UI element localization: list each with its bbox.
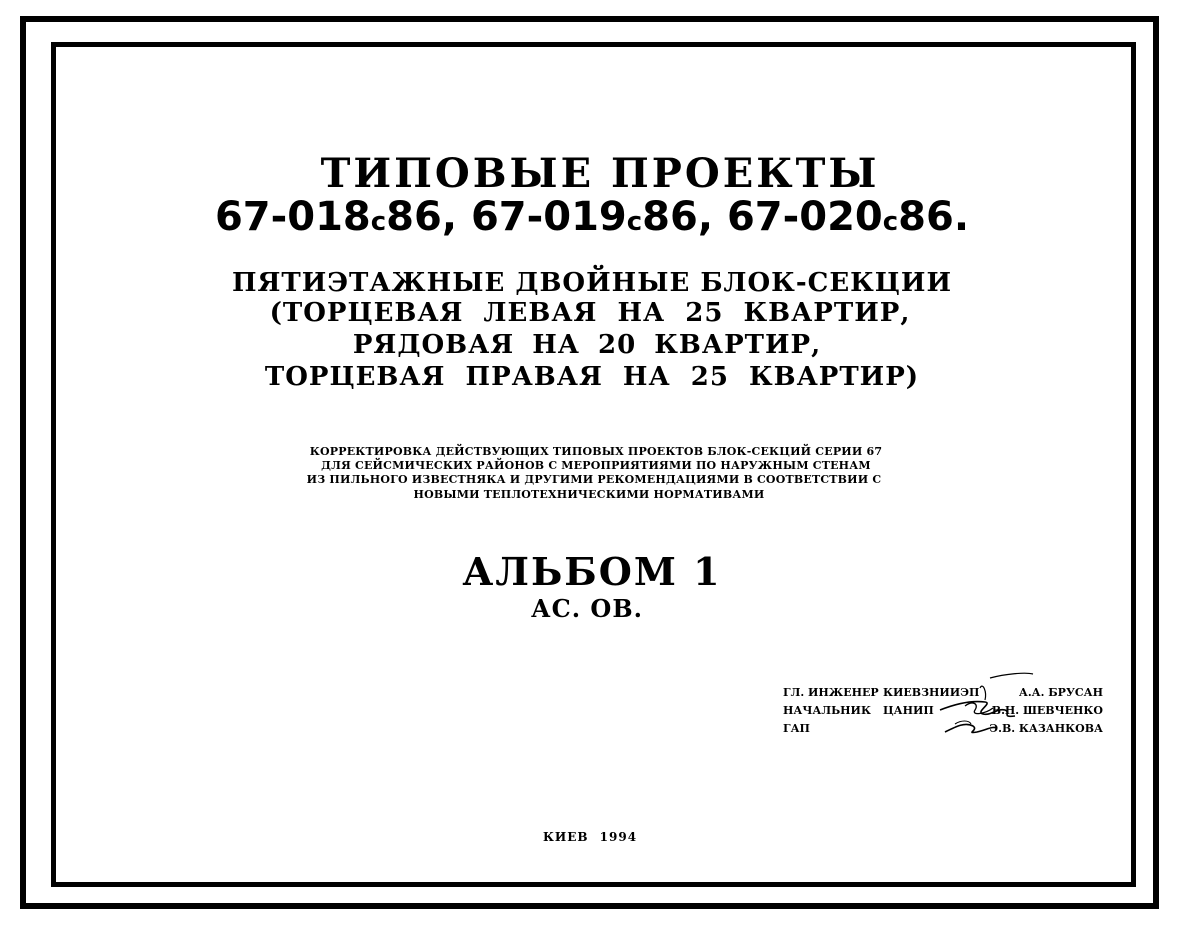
note-line-3: ИЗ ПИЛЬНОГО ИЗВЕСТНЯКА И ДРУГИМИ РЕКОМЕНДАЦИЯМИ В СООТВЕТСТВИИ С <box>306 473 882 486</box>
handwritten-signature <box>935 670 1035 745</box>
subtitle-line-3: РЯДОВАЯ НА 20 КВАРТИР, <box>352 330 822 360</box>
project-number-3: 67-020с86. <box>726 194 970 240</box>
signatory-role: НАЧАЛЬНИК <box>783 704 871 717</box>
project-number-1: 67-018с86, <box>214 194 458 240</box>
place-and-year: КИЕВ 1994 <box>542 830 638 844</box>
signatory-role: ГЛ. ИНЖЕНЕР <box>783 686 879 699</box>
document-title: ТИПОВЫЕ ПРОЕКТЫ <box>320 150 880 197</box>
album-title: АЛЬБОМ 1 <box>462 549 722 594</box>
signatory-name: А.А. БРУСАН <box>1018 686 1103 699</box>
note-line-4: НОВЫМИ ТЕПЛОТЕХНИЧЕСКИМИ НОРМАТИВАМИ <box>413 488 765 501</box>
signatory-role: ГАП <box>783 722 810 735</box>
signatory-organization: КИЕВЗНИИЭП <box>883 686 980 699</box>
note-line-2: ДЛЯ СЕЙСМИЧЕСКИХ РАЙОНОВ С МЕРОПРИЯТИЯМИ ПО НАРУЖНЫМ СТЕНАМ <box>321 459 871 472</box>
project-numbers <box>0 194 1184 240</box>
subtitle-line-2: (ТОРЦЕВАЯ ЛЕВАЯ НА 25 КВАРТИР, <box>269 298 911 328</box>
subtitle-line-1: ПЯТИЭТАЖНЫЕ ДВОЙНЫЕ БЛОК-СЕКЦИИ <box>231 268 953 298</box>
note-line-1: КОРРЕКТИРОВКА ДЕЙСТВУЮЩИХ ТИПОВЫХ ПРОЕКТОВ БЛОК-СЕКЦИЙ СЕРИИ 67 <box>309 445 883 458</box>
signatory-name: Э.В. КАЗАНКОВА <box>989 722 1103 735</box>
signatory-organization: ЦАНИП <box>883 704 934 717</box>
album-sections: АС. ОВ. <box>531 594 643 623</box>
project-number-2: 67-019с86, <box>470 194 714 240</box>
subtitle-line-4: ТОРЦЕВАЯ ПРАВАЯ НА 25 КВАРТИР) <box>264 362 920 392</box>
signatory-name: В.Н. ШЕВЧЕНКО <box>991 704 1103 717</box>
